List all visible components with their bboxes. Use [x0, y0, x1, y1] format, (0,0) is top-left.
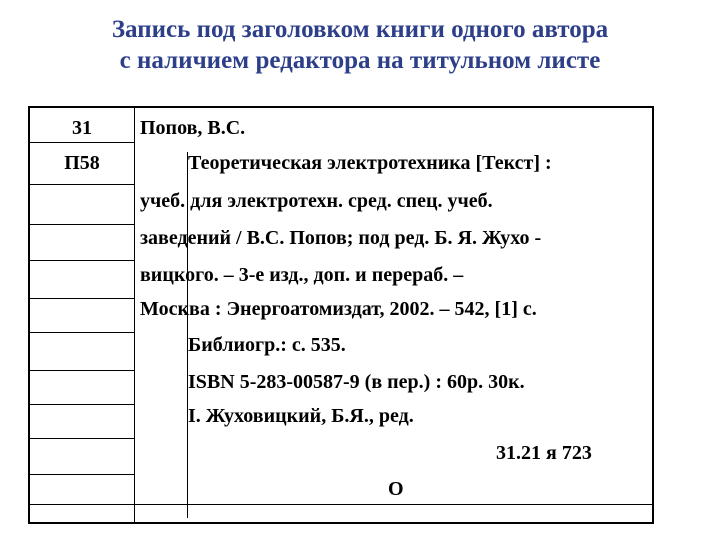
- description-line: вицкого. – 3-е изд., доп. и перераб. –: [140, 264, 464, 286]
- card-row-divider: [30, 404, 134, 405]
- card-row-divider: [30, 260, 134, 261]
- card-row-divider: [30, 438, 134, 439]
- card-row-divider: [30, 142, 134, 143]
- description-line: заведений / В.С. Попов; под ред. Б. Я. Жухо -: [140, 227, 542, 249]
- description-line: учеб. для электротехн. сред. спец. учеб.: [140, 190, 493, 212]
- card-bottom-divider: [30, 504, 652, 505]
- added-entry: I. Жуховицкий, Б.Я., ред.: [188, 405, 414, 427]
- title-line-1: Запись под заголовком книги одного автора: [111, 16, 609, 43]
- description-line: Москва : Энергоатомиздат, 2002. – 542, [1] с.: [140, 298, 537, 320]
- card-row-divider: [30, 332, 134, 333]
- card-left-column-divider: [134, 108, 135, 522]
- title-line-2: с наличием редактора на титульном листе: [119, 47, 601, 74]
- stamp-letter: О: [388, 478, 404, 500]
- card-row-divider: [30, 184, 134, 185]
- description-line: Теоретическая электротехника [Текст] :: [188, 152, 552, 174]
- bibliography-note: Библиогр.: с. 535.: [188, 334, 346, 356]
- card-row-divider: [30, 224, 134, 225]
- card-row-divider: [30, 298, 134, 299]
- catalog-card: [28, 106, 654, 524]
- shelf-index: 31.21 я 723: [496, 442, 592, 464]
- author-sign: П58: [64, 152, 100, 174]
- card-row-divider: [30, 370, 134, 371]
- heading-author: Попов, В.С.: [140, 117, 246, 139]
- card-row-divider: [30, 474, 134, 475]
- class-code: 31: [72, 117, 92, 139]
- slide-title: [0, 14, 720, 76]
- isbn-line: ISBN 5-283-00587-9 (в пер.) : 60р. 30к.: [188, 371, 525, 393]
